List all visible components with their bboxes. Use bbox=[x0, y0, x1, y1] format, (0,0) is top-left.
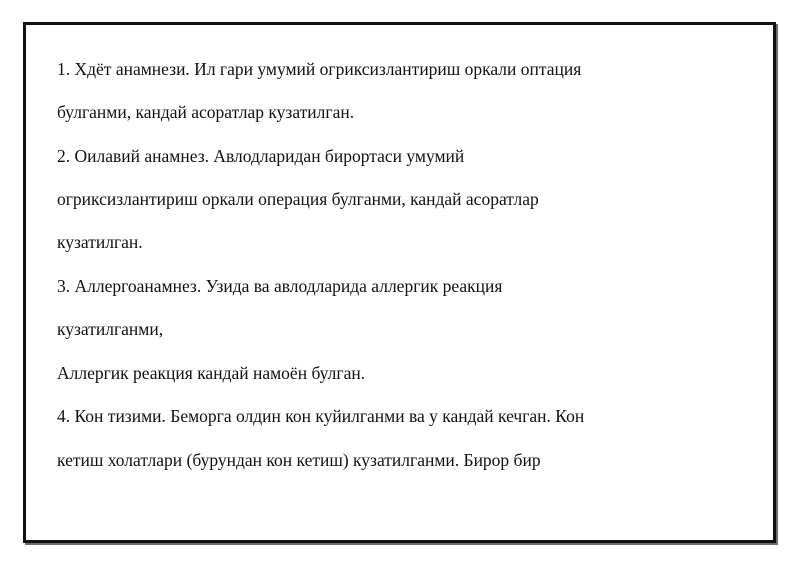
text-line-1: 1. Хдёт анамнези. Ил гари умумий огриксизлантириш оркали оптация bbox=[57, 59, 582, 79]
text-line-2: булганми, кандай асоратлар кузатилган. bbox=[57, 102, 355, 122]
text-line-3: 2. Оилавий анамнез. Авлодларидан бирортаси умумий bbox=[57, 146, 465, 166]
text-line-4: огриксизлантириш оркали операция булганми, кандай асоратлар bbox=[57, 189, 539, 209]
text-line-6: 3. Аллергоанамнез. Узида ва авлодларида аллергик реакция bbox=[57, 276, 503, 296]
text-line-7: кузатилганми, bbox=[57, 319, 164, 339]
text-line-10: кетиш холатлари (бурундан кон кетиш) кузатилганми. Бирор бир bbox=[57, 450, 541, 470]
text-line-5: кузатилган. bbox=[57, 232, 143, 252]
text-line-8: Аллергик реакция кандай намоён булган. bbox=[57, 363, 366, 383]
text-line-9: 4. Кон тизими. Беморга олдин кон куйилганми ва у кандай кечган. Кон bbox=[57, 406, 585, 426]
document-frame bbox=[23, 22, 776, 543]
